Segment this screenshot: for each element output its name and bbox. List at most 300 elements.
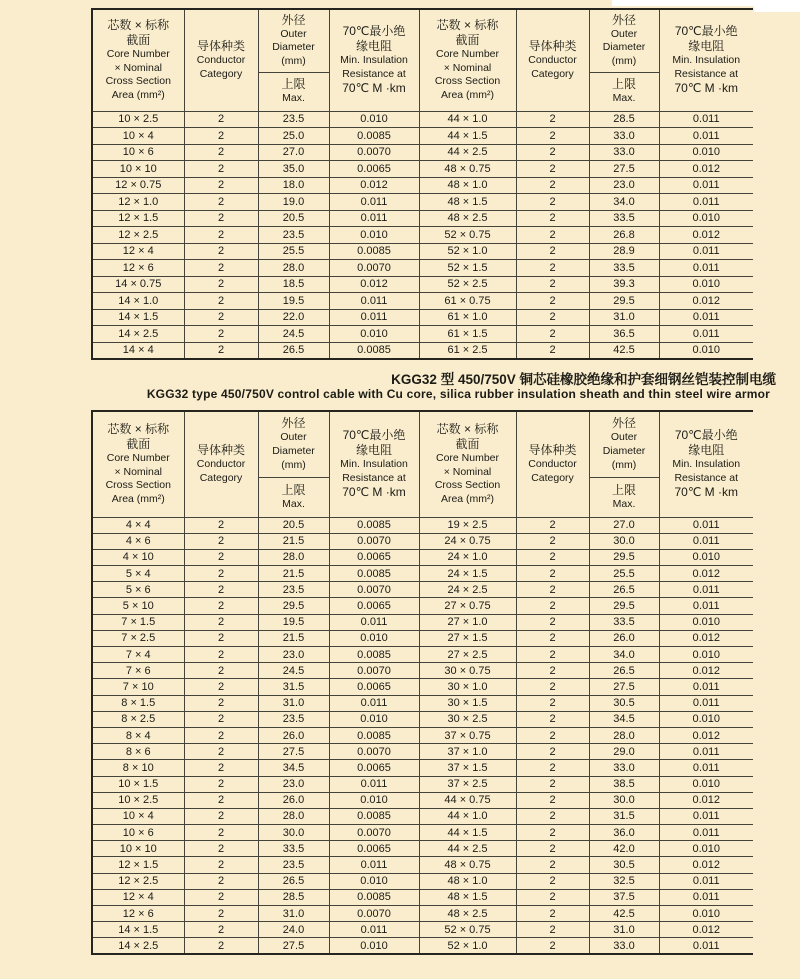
cell-outer-diameter-max: 30.0 <box>258 825 329 841</box>
cell-outer-diameter-max: 28.0 <box>258 260 329 277</box>
cell-core-size: 52 × 1.0 <box>419 243 516 260</box>
cell-core-size: 14 × 1.0 <box>92 293 184 310</box>
cell-core-size: 14 × 0.75 <box>92 276 184 293</box>
cell-conductor-category: 2 <box>184 517 258 533</box>
cell-conductor-category: 2 <box>516 727 589 743</box>
cell-outer-diameter-max: 42.0 <box>589 841 659 857</box>
cell-outer-diameter-max: 23.5 <box>258 582 329 598</box>
cell-core-size: 14 × 1.5 <box>92 309 184 326</box>
cell-core-size: 24 × 1.5 <box>419 566 516 582</box>
cell-outer-diameter-max: 31.5 <box>258 679 329 695</box>
cell-core-size: 30 × 1.5 <box>419 695 516 711</box>
cell-min-insulation-resistance: 0.012 <box>659 630 753 646</box>
cell-core-size: 14 × 1.5 <box>92 922 184 938</box>
cell-min-insulation-resistance: 0.010 <box>659 647 753 663</box>
table-row <box>92 582 753 598</box>
cell-outer-diameter-max: 20.5 <box>258 517 329 533</box>
cell-conductor-category: 2 <box>516 549 589 565</box>
cell-min-insulation-resistance: 0.011 <box>659 243 753 260</box>
cell-min-insulation-resistance: 0.010 <box>659 144 753 161</box>
cell-conductor-category: 2 <box>184 243 258 260</box>
table-row <box>92 825 753 841</box>
cell-min-insulation-resistance: 0.0085 <box>329 727 419 743</box>
cell-conductor-category: 2 <box>184 342 258 359</box>
table-row <box>92 647 753 663</box>
cell-outer-diameter-max: 26.0 <box>258 792 329 808</box>
cell-core-size: 4 × 10 <box>92 549 184 565</box>
table-row <box>92 663 753 679</box>
header-core-number: 芯数 × 标称 截面 Core Number × Nominal Cross Section Area (mm²) <box>419 9 516 111</box>
cell-core-size: 44 × 2.5 <box>419 144 516 161</box>
cell-outer-diameter-max: 23.5 <box>258 227 329 244</box>
cell-min-insulation-resistance: 0.0065 <box>329 760 419 776</box>
table-row <box>92 695 753 711</box>
cell-core-size: 48 × 1.5 <box>419 194 516 211</box>
cell-outer-diameter-max: 23.0 <box>589 177 659 194</box>
cell-conductor-category: 2 <box>516 792 589 808</box>
cell-conductor-category: 2 <box>516 309 589 326</box>
cell-min-insulation-resistance: 0.010 <box>659 711 753 727</box>
cell-core-size: 8 × 4 <box>92 727 184 743</box>
cell-outer-diameter-max: 21.5 <box>258 630 329 646</box>
cell-core-size: 48 × 0.75 <box>419 161 516 178</box>
cell-outer-diameter-max: 38.5 <box>589 776 659 792</box>
cell-min-insulation-resistance: 0.011 <box>659 111 753 128</box>
header-min-insulation-resistance: 70℃最小绝 缘电阻 Min. Insulation Resistance at 70℃ M ·km <box>659 411 753 517</box>
cell-conductor-category: 2 <box>516 598 589 614</box>
cell-conductor-category: 2 <box>184 309 258 326</box>
cell-core-size: 24 × 1.0 <box>419 549 516 565</box>
cell-conductor-category: 2 <box>184 326 258 343</box>
cell-conductor-category: 2 <box>516 342 589 359</box>
cell-min-insulation-resistance: 0.0065 <box>329 679 419 695</box>
cell-core-size: 8 × 6 <box>92 744 184 760</box>
cell-core-size: 12 × 2.5 <box>92 873 184 889</box>
cell-outer-diameter-max: 28.9 <box>589 243 659 260</box>
table-row <box>92 873 753 889</box>
cable-spec-table-2 <box>91 410 753 955</box>
cell-outer-diameter-max: 27.5 <box>589 679 659 695</box>
table-row <box>92 760 753 776</box>
table-row <box>92 906 753 922</box>
cell-outer-diameter-max: 42.5 <box>589 906 659 922</box>
cell-outer-diameter-max: 23.5 <box>258 711 329 727</box>
cell-outer-diameter-max: 29.5 <box>589 598 659 614</box>
cell-core-size: 10 × 4 <box>92 808 184 824</box>
cell-outer-diameter-max: 30.0 <box>589 792 659 808</box>
cell-min-insulation-resistance: 0.011 <box>659 260 753 277</box>
section-title-zh: KGG32 型 450/750V 铜芯硅橡胶绝缘和护套细钢丝铠装控制电缆 <box>391 372 776 387</box>
cell-outer-diameter-max: 21.5 <box>258 533 329 549</box>
cell-outer-diameter-max: 34.5 <box>589 711 659 727</box>
cell-core-size: 14 × 2.5 <box>92 938 184 954</box>
cell-conductor-category: 2 <box>184 630 258 646</box>
cell-core-size: 12 × 1.5 <box>92 857 184 873</box>
cell-core-size: 7 × 4 <box>92 647 184 663</box>
cell-outer-diameter-max: 36.5 <box>589 326 659 343</box>
cell-outer-diameter-max: 30.5 <box>589 695 659 711</box>
cell-min-insulation-resistance: 0.012 <box>659 663 753 679</box>
cell-core-size: 48 × 2.5 <box>419 906 516 922</box>
cell-conductor-category: 2 <box>516 144 589 161</box>
cell-conductor-category: 2 <box>516 517 589 533</box>
cell-conductor-category: 2 <box>184 111 258 128</box>
cell-core-size: 10 × 2.5 <box>92 111 184 128</box>
cell-conductor-category: 2 <box>516 293 589 310</box>
cell-core-size: 12 × 4 <box>92 243 184 260</box>
cell-conductor-category: 2 <box>516 711 589 727</box>
cell-outer-diameter-max: 26.8 <box>589 227 659 244</box>
cell-conductor-category: 2 <box>184 549 258 565</box>
cell-conductor-category: 2 <box>516 566 589 582</box>
cell-core-size: 44 × 1.0 <box>419 808 516 824</box>
header-conductor-category: 导体种类 Conductor Category <box>516 411 589 517</box>
cell-conductor-category: 2 <box>184 276 258 293</box>
cell-core-size: 12 × 2.5 <box>92 227 184 244</box>
cell-min-insulation-resistance: 0.0085 <box>329 342 419 359</box>
header-outer-diameter: 外径 Outer Diameter (mm) <box>258 411 329 477</box>
table-row <box>92 128 753 145</box>
cell-min-insulation-resistance: 0.011 <box>659 825 753 841</box>
cell-conductor-category: 2 <box>516 808 589 824</box>
cell-core-size: 8 × 10 <box>92 760 184 776</box>
cell-conductor-category: 2 <box>516 177 589 194</box>
table-row <box>92 744 753 760</box>
cell-core-size: 48 × 1.0 <box>419 873 516 889</box>
cell-outer-diameter-max: 35.0 <box>258 161 329 178</box>
table-row <box>92 808 753 824</box>
cell-outer-diameter-max: 24.5 <box>258 326 329 343</box>
cell-min-insulation-resistance: 0.0085 <box>329 243 419 260</box>
cell-core-size: 61 × 2.5 <box>419 342 516 359</box>
cell-conductor-category: 2 <box>516 841 589 857</box>
cell-min-insulation-resistance: 0.011 <box>659 326 753 343</box>
cell-outer-diameter-max: 33.5 <box>589 210 659 227</box>
cell-conductor-category: 2 <box>516 210 589 227</box>
table-row <box>92 243 753 260</box>
cell-conductor-category: 2 <box>184 825 258 841</box>
table-row <box>92 857 753 873</box>
cell-core-size: 27 × 1.5 <box>419 630 516 646</box>
cell-min-insulation-resistance: 0.011 <box>329 309 419 326</box>
cell-conductor-category: 2 <box>184 792 258 808</box>
table-row <box>92 938 753 954</box>
cell-conductor-category: 2 <box>516 760 589 776</box>
table-row <box>92 727 753 743</box>
cell-core-size: 52 × 1.5 <box>419 260 516 277</box>
cell-min-insulation-resistance: 0.011 <box>659 128 753 145</box>
cell-min-insulation-resistance: 0.0065 <box>329 549 419 565</box>
scan-edge-artifact <box>754 0 800 12</box>
cell-outer-diameter-max: 33.0 <box>589 144 659 161</box>
table-row <box>92 679 753 695</box>
cell-outer-diameter-max: 30.5 <box>589 857 659 873</box>
header-outer-diameter: 外径 Outer Diameter (mm) <box>258 9 329 72</box>
cell-outer-diameter-max: 23.5 <box>258 111 329 128</box>
cell-outer-diameter-max: 37.5 <box>589 889 659 905</box>
table-row <box>92 293 753 310</box>
cell-conductor-category: 2 <box>184 808 258 824</box>
cell-conductor-category: 2 <box>516 630 589 646</box>
cell-min-insulation-resistance: 0.0070 <box>329 533 419 549</box>
table-row <box>92 260 753 277</box>
cell-min-insulation-resistance: 0.0070 <box>329 906 419 922</box>
cell-min-insulation-resistance: 0.0070 <box>329 582 419 598</box>
cell-core-size: 10 × 6 <box>92 825 184 841</box>
cell-conductor-category: 2 <box>184 647 258 663</box>
cell-min-insulation-resistance: 0.011 <box>329 194 419 211</box>
cell-min-insulation-resistance: 0.010 <box>659 776 753 792</box>
cell-core-size: 44 × 2.5 <box>419 841 516 857</box>
cell-core-size: 8 × 1.5 <box>92 695 184 711</box>
cell-conductor-category: 2 <box>184 776 258 792</box>
cell-outer-diameter-max: 31.0 <box>589 309 659 326</box>
cell-conductor-category: 2 <box>516 857 589 873</box>
cell-conductor-category: 2 <box>516 111 589 128</box>
cell-conductor-category: 2 <box>184 293 258 310</box>
cell-outer-diameter-max: 27.5 <box>258 938 329 954</box>
cell-conductor-category: 2 <box>184 144 258 161</box>
cell-min-insulation-resistance: 0.010 <box>329 938 419 954</box>
cell-conductor-category: 2 <box>184 582 258 598</box>
cell-core-size: 7 × 1.5 <box>92 614 184 630</box>
header-min-insulation-resistance: 70℃最小绝 缘电阻 Min. Insulation Resistance at 70℃ M ·km <box>329 411 419 517</box>
cell-min-insulation-resistance: 0.011 <box>329 293 419 310</box>
cell-core-size: 48 × 1.0 <box>419 177 516 194</box>
cell-min-insulation-resistance: 0.0085 <box>329 517 419 533</box>
cell-min-insulation-resistance: 0.012 <box>659 293 753 310</box>
header-min-insulation-resistance: 70℃最小绝 缘电阻 Min. Insulation Resistance at 70℃ M ·km <box>659 9 753 111</box>
cell-min-insulation-resistance: 0.012 <box>659 161 753 178</box>
cell-outer-diameter-max: 33.0 <box>589 128 659 145</box>
cell-conductor-category: 2 <box>516 647 589 663</box>
cell-core-size: 37 × 2.5 <box>419 776 516 792</box>
cell-core-size: 27 × 2.5 <box>419 647 516 663</box>
cell-min-insulation-resistance: 0.012 <box>659 792 753 808</box>
table-row <box>92 598 753 614</box>
cell-core-size: 48 × 1.5 <box>419 889 516 905</box>
cell-core-size: 24 × 2.5 <box>419 582 516 598</box>
cell-conductor-category: 2 <box>184 857 258 873</box>
cell-core-size: 14 × 2.5 <box>92 326 184 343</box>
section-title-en: KGG32 type 450/750V control cable with Cu core, silica rubber insulation sheath and thin steel wire armor <box>146 387 770 401</box>
cell-conductor-category: 2 <box>184 227 258 244</box>
cell-min-insulation-resistance: 0.010 <box>329 711 419 727</box>
cell-min-insulation-resistance: 0.011 <box>659 194 753 211</box>
cell-outer-diameter-max: 27.0 <box>258 144 329 161</box>
cell-conductor-category: 2 <box>184 598 258 614</box>
cell-conductor-category: 2 <box>516 260 589 277</box>
table-row <box>92 889 753 905</box>
table-row <box>92 276 753 293</box>
cell-conductor-category: 2 <box>184 194 258 211</box>
table-row <box>92 177 753 194</box>
cell-core-size: 12 × 6 <box>92 260 184 277</box>
cell-outer-diameter-max: 30.0 <box>589 533 659 549</box>
cell-core-size: 12 × 0.75 <box>92 177 184 194</box>
cell-outer-diameter-max: 24.5 <box>258 663 329 679</box>
cell-min-insulation-resistance: 0.011 <box>329 210 419 227</box>
cell-core-size: 24 × 0.75 <box>419 533 516 549</box>
cell-min-insulation-resistance: 0.012 <box>659 727 753 743</box>
cell-core-size: 37 × 0.75 <box>419 727 516 743</box>
cell-outer-diameter-max: 34.0 <box>589 647 659 663</box>
cell-conductor-category: 2 <box>184 889 258 905</box>
cell-core-size: 37 × 1.0 <box>419 744 516 760</box>
cell-min-insulation-resistance: 0.011 <box>659 889 753 905</box>
cell-core-size: 44 × 0.75 <box>419 792 516 808</box>
cell-min-insulation-resistance: 0.010 <box>329 227 419 244</box>
cell-outer-diameter-max: 18.0 <box>258 177 329 194</box>
cell-min-insulation-resistance: 0.0070 <box>329 144 419 161</box>
cell-min-insulation-resistance: 0.012 <box>659 566 753 582</box>
cell-outer-diameter-max: 34.0 <box>589 194 659 211</box>
cell-min-insulation-resistance: 0.0065 <box>329 598 419 614</box>
cell-outer-diameter-max: 42.5 <box>589 342 659 359</box>
cell-min-insulation-resistance: 0.012 <box>329 276 419 293</box>
header-outer-diameter-max: 上限 Max. <box>589 477 659 517</box>
cell-conductor-category: 2 <box>184 695 258 711</box>
cell-conductor-category: 2 <box>184 260 258 277</box>
cell-min-insulation-resistance: 0.010 <box>659 276 753 293</box>
table-row <box>92 342 753 359</box>
cell-core-size: 52 × 2.5 <box>419 276 516 293</box>
cell-conductor-category: 2 <box>516 161 589 178</box>
cell-conductor-category: 2 <box>184 711 258 727</box>
cell-outer-diameter-max: 19.5 <box>258 293 329 310</box>
cell-conductor-category: 2 <box>516 679 589 695</box>
cell-conductor-category: 2 <box>184 744 258 760</box>
cell-conductor-category: 2 <box>516 695 589 711</box>
cell-outer-diameter-max: 33.0 <box>589 938 659 954</box>
header-outer-diameter-max: 上限 Max. <box>589 72 659 111</box>
table-row <box>92 326 753 343</box>
cell-min-insulation-resistance: 0.011 <box>659 938 753 954</box>
cell-conductor-category: 2 <box>184 922 258 938</box>
cell-min-insulation-resistance: 0.012 <box>659 857 753 873</box>
cell-conductor-category: 2 <box>516 663 589 679</box>
cell-outer-diameter-max: 26.5 <box>589 663 659 679</box>
cell-outer-diameter-max: 31.0 <box>258 695 329 711</box>
cell-conductor-category: 2 <box>184 614 258 630</box>
cell-core-size: 44 × 1.5 <box>419 128 516 145</box>
cell-outer-diameter-max: 31.0 <box>258 906 329 922</box>
cell-outer-diameter-max: 28.0 <box>258 549 329 565</box>
cell-min-insulation-resistance: 0.0065 <box>329 841 419 857</box>
cell-core-size: 5 × 6 <box>92 582 184 598</box>
cell-core-size: 27 × 1.0 <box>419 614 516 630</box>
cell-conductor-category: 2 <box>184 873 258 889</box>
cell-min-insulation-resistance: 0.011 <box>329 857 419 873</box>
cell-core-size: 12 × 1.5 <box>92 210 184 227</box>
table-row <box>92 792 753 808</box>
cell-outer-diameter-max: 20.5 <box>258 210 329 227</box>
cell-conductor-category: 2 <box>184 679 258 695</box>
cell-min-insulation-resistance: 0.0070 <box>329 744 419 760</box>
cell-outer-diameter-max: 22.0 <box>258 309 329 326</box>
cell-min-insulation-resistance: 0.011 <box>329 614 419 630</box>
cell-outer-diameter-max: 26.0 <box>589 630 659 646</box>
table-row <box>92 210 753 227</box>
cell-core-size: 52 × 1.0 <box>419 938 516 954</box>
cell-core-size: 7 × 2.5 <box>92 630 184 646</box>
cell-conductor-category: 2 <box>184 566 258 582</box>
cell-min-insulation-resistance: 0.011 <box>659 679 753 695</box>
header-core-number: 芯数 × 标称 截面 Core Number × Nominal Cross Section Area (mm²) <box>92 9 184 111</box>
cell-core-size: 30 × 2.5 <box>419 711 516 727</box>
cell-min-insulation-resistance: 0.011 <box>329 922 419 938</box>
cell-min-insulation-resistance: 0.011 <box>659 533 753 549</box>
cell-core-size: 7 × 6 <box>92 663 184 679</box>
cell-outer-diameter-max: 21.5 <box>258 566 329 582</box>
cell-conductor-category: 2 <box>184 533 258 549</box>
cell-outer-diameter-max: 25.0 <box>258 128 329 145</box>
cell-outer-diameter-max: 28.0 <box>589 727 659 743</box>
cell-core-size: 14 × 4 <box>92 342 184 359</box>
cell-min-insulation-resistance: 0.010 <box>329 873 419 889</box>
header-outer-diameter: 外径 Outer Diameter (mm) <box>589 9 659 72</box>
cell-conductor-category: 2 <box>184 210 258 227</box>
cell-core-size: 10 × 6 <box>92 144 184 161</box>
cell-core-size: 61 × 0.75 <box>419 293 516 310</box>
cell-outer-diameter-max: 29.5 <box>589 293 659 310</box>
cell-min-insulation-resistance: 0.010 <box>659 210 753 227</box>
header-outer-diameter-max: 上限 Max. <box>258 72 329 111</box>
cell-conductor-category: 2 <box>516 776 589 792</box>
cell-conductor-category: 2 <box>516 614 589 630</box>
cell-min-insulation-resistance: 0.011 <box>659 808 753 824</box>
cell-core-size: 48 × 2.5 <box>419 210 516 227</box>
cell-min-insulation-resistance: 0.012 <box>659 922 753 938</box>
cable-spec-table-1 <box>91 8 753 360</box>
cell-min-insulation-resistance: 0.0065 <box>329 161 419 178</box>
cell-min-insulation-resistance: 0.011 <box>659 177 753 194</box>
cell-outer-diameter-max: 23.5 <box>258 857 329 873</box>
cell-outer-diameter-max: 23.0 <box>258 776 329 792</box>
cell-core-size: 8 × 2.5 <box>92 711 184 727</box>
cell-outer-diameter-max: 27.0 <box>589 517 659 533</box>
cell-min-insulation-resistance: 0.011 <box>659 873 753 889</box>
cell-core-size: 19 × 2.5 <box>419 517 516 533</box>
cell-min-insulation-resistance: 0.0070 <box>329 825 419 841</box>
cell-core-size: 10 × 10 <box>92 841 184 857</box>
cell-outer-diameter-max: 28.5 <box>258 889 329 905</box>
cell-outer-diameter-max: 33.5 <box>589 614 659 630</box>
cell-min-insulation-resistance: 0.010 <box>659 342 753 359</box>
cell-min-insulation-resistance: 0.012 <box>659 227 753 244</box>
cell-core-size: 61 × 1.0 <box>419 309 516 326</box>
cell-outer-diameter-max: 33.0 <box>589 760 659 776</box>
cell-outer-diameter-max: 26.5 <box>589 582 659 598</box>
cell-outer-diameter-max: 25.5 <box>589 566 659 582</box>
cell-conductor-category: 2 <box>516 243 589 260</box>
cell-conductor-category: 2 <box>184 938 258 954</box>
cell-outer-diameter-max: 26.5 <box>258 873 329 889</box>
cell-min-insulation-resistance: 0.011 <box>659 582 753 598</box>
cell-min-insulation-resistance: 0.0070 <box>329 663 419 679</box>
cell-min-insulation-resistance: 0.011 <box>659 695 753 711</box>
cell-core-size: 10 × 4 <box>92 128 184 145</box>
cell-core-size: 37 × 1.5 <box>419 760 516 776</box>
table-row <box>92 614 753 630</box>
cell-min-insulation-resistance: 0.011 <box>659 760 753 776</box>
cell-core-size: 10 × 10 <box>92 161 184 178</box>
cell-min-insulation-resistance: 0.011 <box>329 776 419 792</box>
cell-conductor-category: 2 <box>184 663 258 679</box>
cell-conductor-category: 2 <box>516 873 589 889</box>
cell-outer-diameter-max: 23.0 <box>258 647 329 663</box>
table-row <box>92 144 753 161</box>
